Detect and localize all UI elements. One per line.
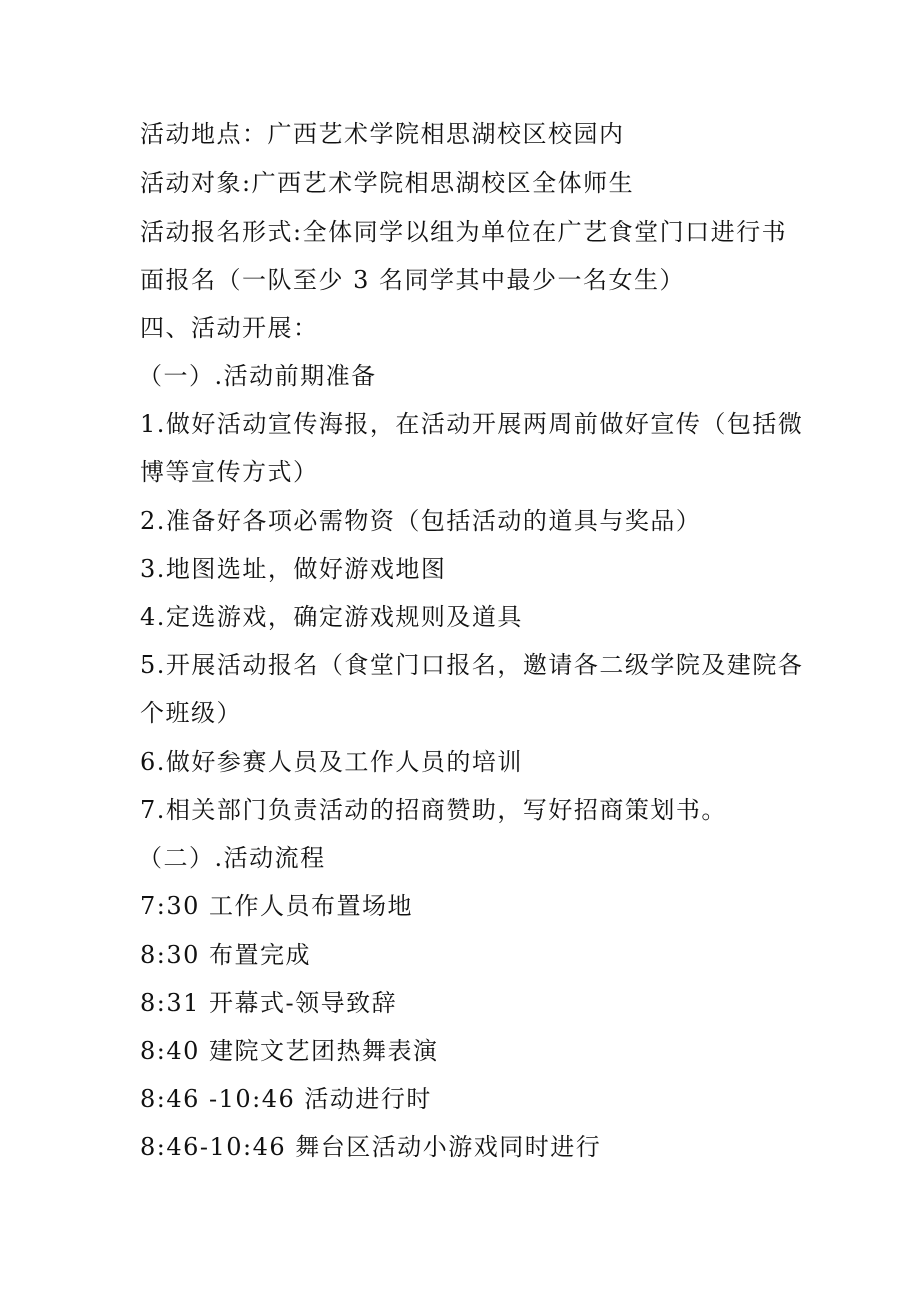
list-item-cont: 个班级）: [140, 699, 242, 727]
list-item: 3.地图选址，做好游戏地图: [140, 555, 447, 583]
list-item: 1.做好活动宣传海报，在活动开展两周前做好宣传（包括微: [140, 410, 804, 438]
subsection-heading-2: （二）.活动流程: [138, 844, 326, 872]
section-heading-4: 四、活动开展：: [140, 314, 319, 342]
list-item: 2.准备好各项必需物资（包括活动的道具与奖品）: [140, 507, 702, 535]
schedule-item: 8:46 -10:46 活动进行时: [140, 1085, 432, 1113]
schedule-item: 8:40 建院文艺团热舞表演: [140, 1037, 439, 1065]
list-item: 4.定选游戏，确定游戏规则及道具: [140, 603, 523, 631]
schedule-item: 8:30 布置完成: [140, 941, 312, 969]
list-item: 5.开展活动报名（食堂门口报名，邀请各二级学院及建院各: [140, 651, 804, 679]
list-item: 6.做好参赛人员及工作人员的培训: [140, 748, 523, 776]
registration-line: 活动报名形式:全体同学以组为单位在广艺食堂门口进行书: [140, 218, 788, 246]
list-item: 7.相关部门负责活动的招商赞助，写好招商策划书。: [140, 796, 727, 824]
schedule-item: 8:31 开幕式-领导致辞: [140, 989, 398, 1017]
schedule-item: 8:46-10:46 舞台区活动小游戏同时进行: [140, 1133, 602, 1161]
subsection-heading-1: （一）.活动前期准备: [138, 362, 377, 390]
registration-line-cont: 面报名（一队至少 3 名同学其中最少一名女生）: [140, 266, 686, 294]
schedule-item: 7:30 工作人员布置场地: [140, 892, 414, 920]
audience-line: 活动对象:广西艺术学院相思湖校区全体师生: [140, 169, 635, 197]
location-line: 活动地点：广西艺术学院相思湖校区校园内: [140, 120, 625, 148]
list-item-cont: 博等宣传方式）: [140, 458, 319, 486]
